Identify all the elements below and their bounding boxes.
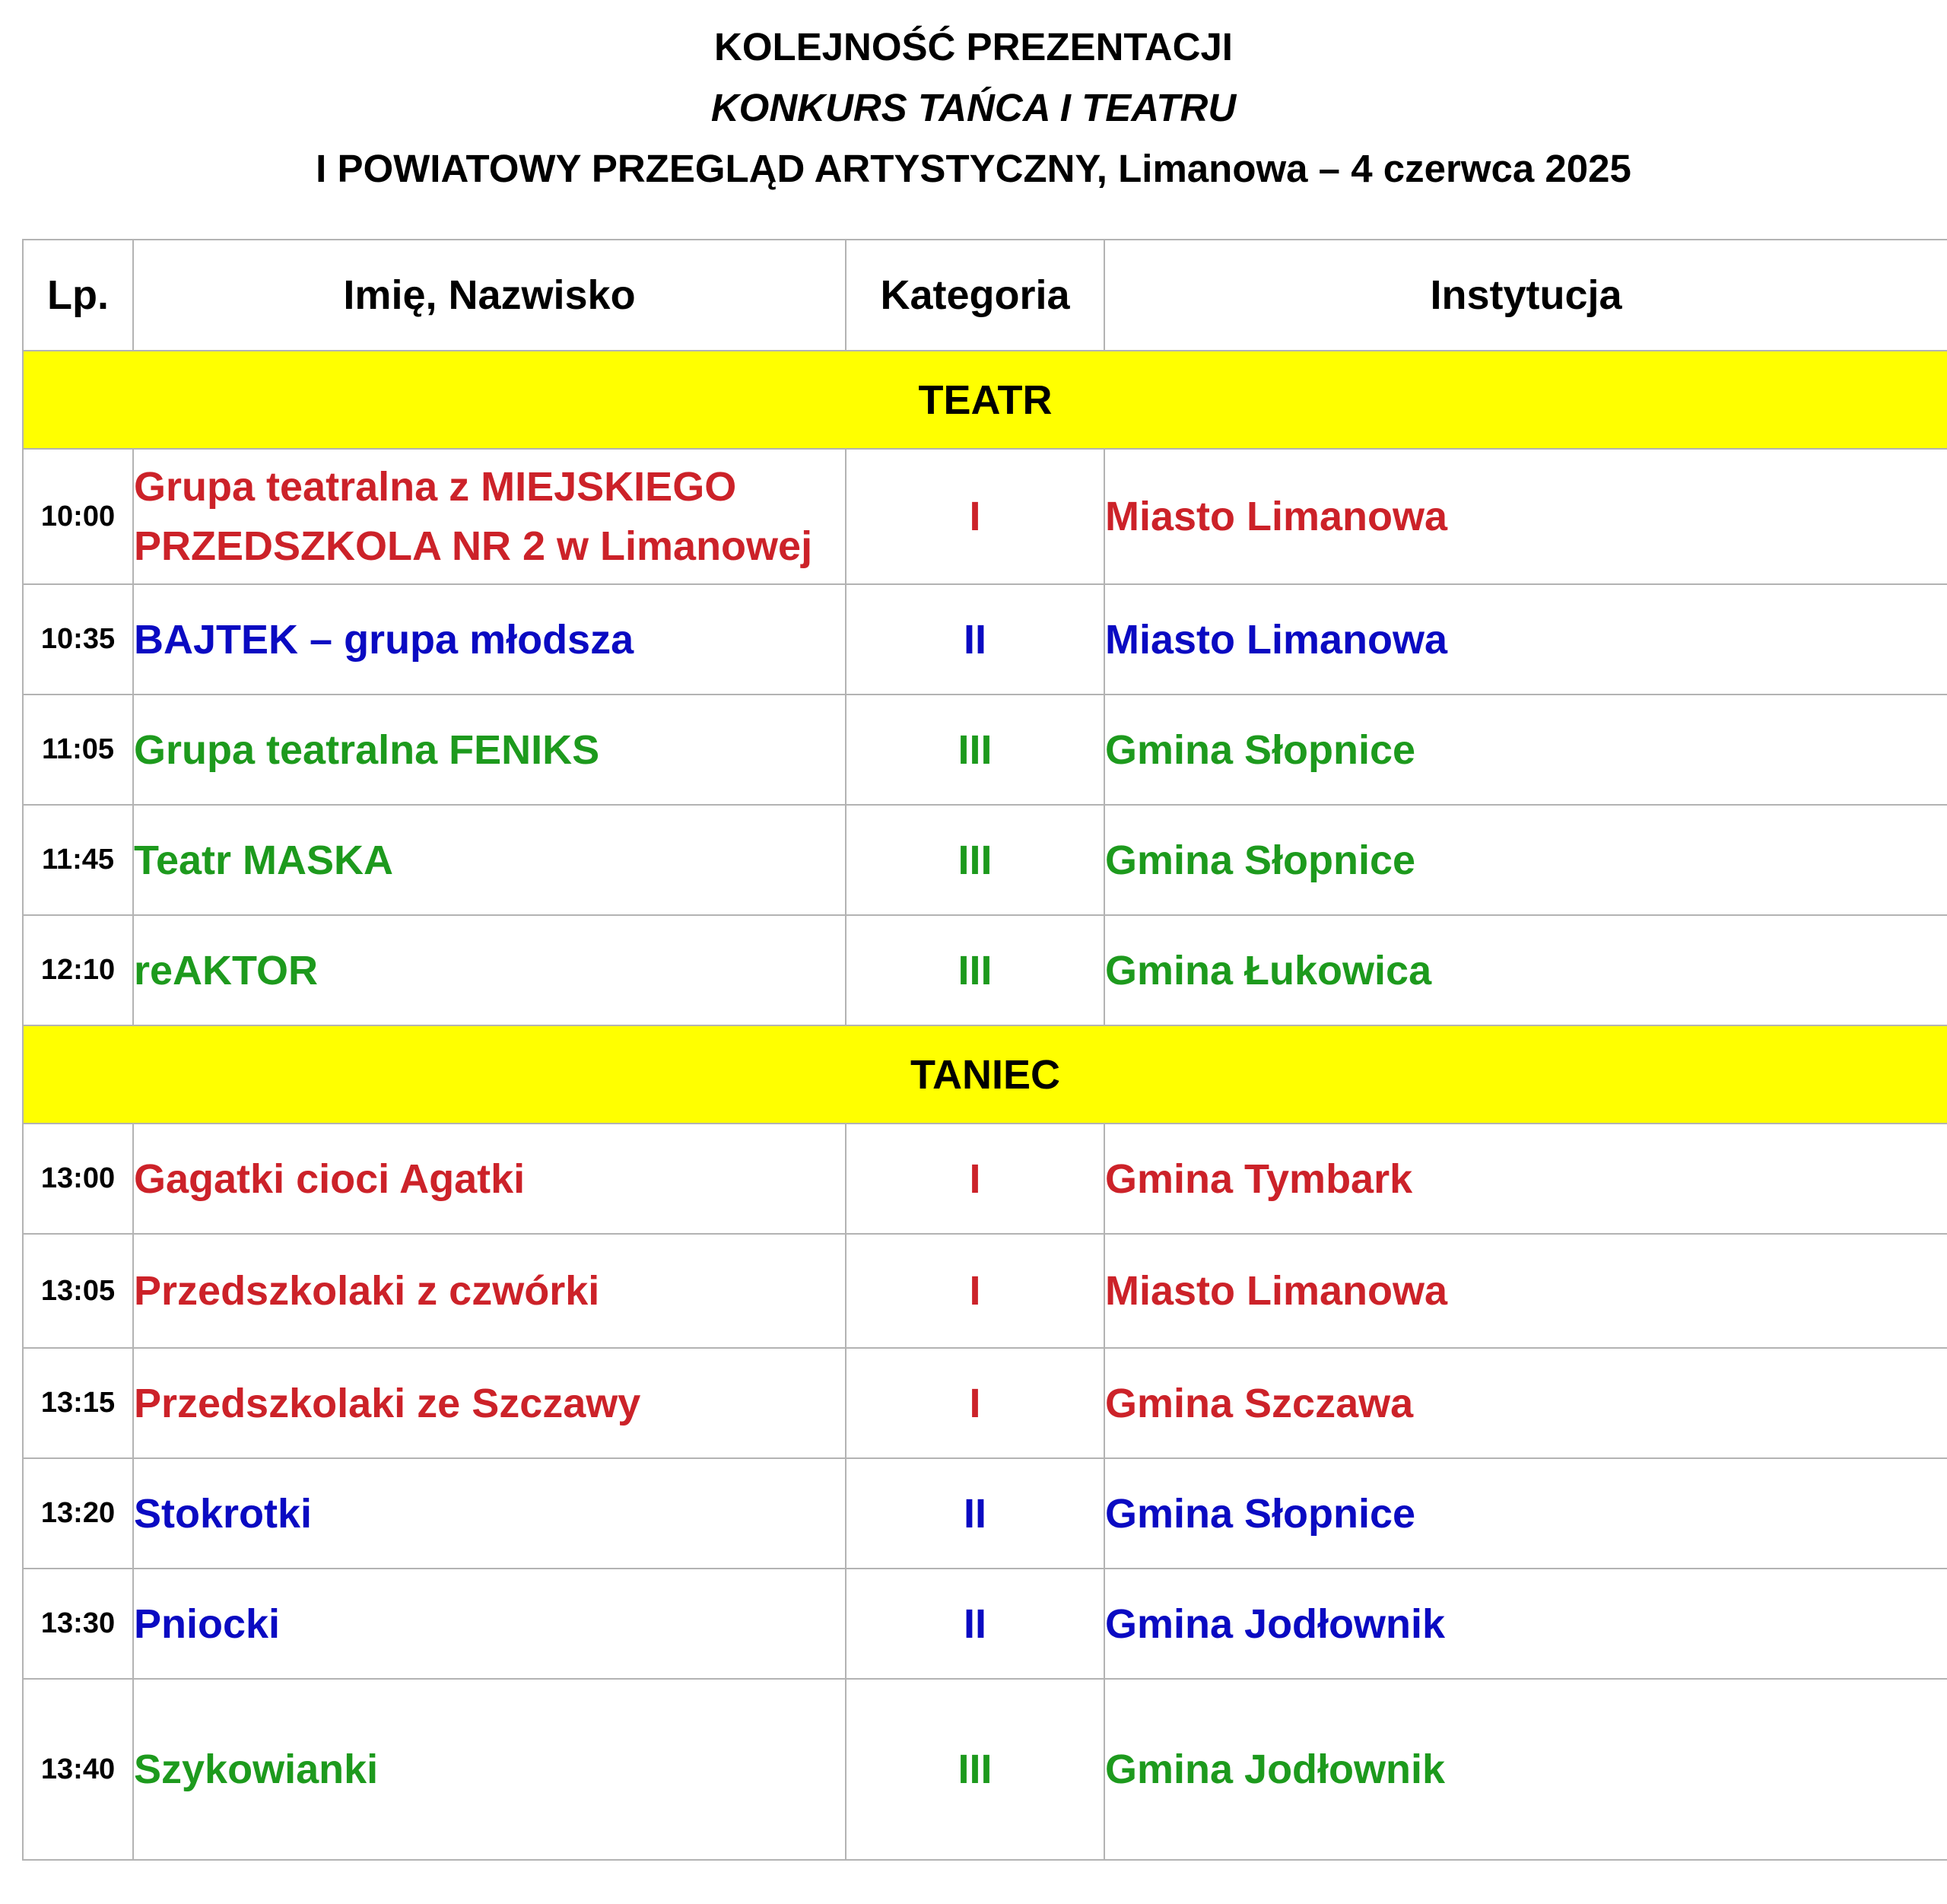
- category-cell: III: [846, 1679, 1104, 1860]
- document-header: [0, 17, 1947, 199]
- institution-cell: Gmina Słopnice: [1104, 1458, 1947, 1569]
- time-cell: 12:10: [23, 915, 133, 1025]
- institution-cell: Gmina Łukowica: [1104, 915, 1947, 1025]
- time-cell: 10:35: [23, 584, 133, 695]
- name-cell: Stokrotki: [133, 1458, 846, 1569]
- name-cell: reAKTOR: [133, 915, 846, 1025]
- name-cell: Przedszkolaki z czwórki: [133, 1234, 846, 1348]
- name-cell: Pniocki: [133, 1569, 846, 1679]
- header-row: [23, 240, 1947, 351]
- time-cell: 13:40: [23, 1679, 133, 1860]
- institution-cell: Gmina Słopnice: [1104, 695, 1947, 805]
- institution-cell: Miasto Limanowa: [1104, 584, 1947, 695]
- category-cell: III: [846, 695, 1104, 805]
- category-cell: II: [846, 1458, 1104, 1569]
- time-cell: 13:20: [23, 1458, 133, 1569]
- table-row: [23, 449, 1947, 584]
- column-header-category: Kategoria: [846, 240, 1104, 351]
- time-cell: 13:05: [23, 1234, 133, 1348]
- category-cell: I: [846, 1234, 1104, 1348]
- table-row: [23, 1234, 1947, 1348]
- name-cell: Przedszkolaki ze Szczawy: [133, 1348, 846, 1458]
- table-row: [23, 584, 1947, 695]
- institution-cell: Miasto Limanowa: [1104, 1234, 1947, 1348]
- column-header-lp: Lp.: [23, 240, 133, 351]
- category-cell: I: [846, 1348, 1104, 1458]
- institution-cell: Miasto Limanowa: [1104, 449, 1947, 584]
- table-row: [23, 1458, 1947, 1569]
- table-row: [23, 915, 1947, 1025]
- table-row: [23, 1679, 1947, 1860]
- table-row: [23, 1348, 1947, 1458]
- name-cell: Gagatki cioci Agatki: [133, 1124, 846, 1234]
- schedule-table: [22, 239, 1947, 1861]
- category-cell: II: [846, 1569, 1104, 1679]
- name-cell: Szykowianki: [133, 1679, 846, 1860]
- competition-name: KONKURS TAŃCA I TEATRU: [710, 86, 1237, 129]
- institution-cell: Gmina Słopnice: [1104, 805, 1947, 915]
- section-row-taniec: [23, 1025, 1947, 1124]
- category-cell: II: [846, 584, 1104, 695]
- document-title: KOLEJNOŚĆ PREZENTACJI: [714, 25, 1233, 68]
- name-cell: Grupa teatralna FENIKS: [133, 695, 846, 805]
- institution-cell: Gmina Tymbark: [1104, 1124, 1947, 1234]
- table-row: [23, 1569, 1947, 1679]
- section-title: TANIEC: [23, 1025, 1947, 1124]
- category-cell: III: [846, 915, 1104, 1025]
- column-header-institution: Instytucja: [1104, 240, 1947, 351]
- time-cell: 11:45: [23, 805, 133, 915]
- institution-cell: Gmina Jodłownik: [1104, 1569, 1947, 1679]
- table-row: [23, 805, 1947, 915]
- category-cell: I: [846, 449, 1104, 584]
- section-row-teatr: [23, 351, 1947, 449]
- table-row: [23, 1124, 1947, 1234]
- name-cell: Teatr MASKA: [133, 805, 846, 915]
- event-name: I POWIATOWY PRZEGLĄD ARTYSTYCZNY, Limanowa – 4 czerwca 2025: [316, 147, 1631, 190]
- category-cell: I: [846, 1124, 1104, 1234]
- table-row: [23, 695, 1947, 805]
- section-title: TEATR: [23, 351, 1947, 449]
- column-header-name: Imię, Nazwisko: [133, 240, 846, 351]
- institution-cell: Gmina Jodłownik: [1104, 1679, 1947, 1860]
- name-cell: Grupa teatralna z MIEJSKIEGO PRZEDSZKOLA NR 2 w Limanowej: [133, 449, 846, 584]
- time-cell: 11:05: [23, 695, 133, 805]
- name-cell: BAJTEK – grupa młodsza: [133, 584, 846, 695]
- time-cell: 13:00: [23, 1124, 133, 1234]
- category-cell: III: [846, 805, 1104, 915]
- time-cell: 13:15: [23, 1348, 133, 1458]
- time-cell: 10:00: [23, 449, 133, 584]
- time-cell: 13:30: [23, 1569, 133, 1679]
- institution-cell: Gmina Szczawa: [1104, 1348, 1947, 1458]
